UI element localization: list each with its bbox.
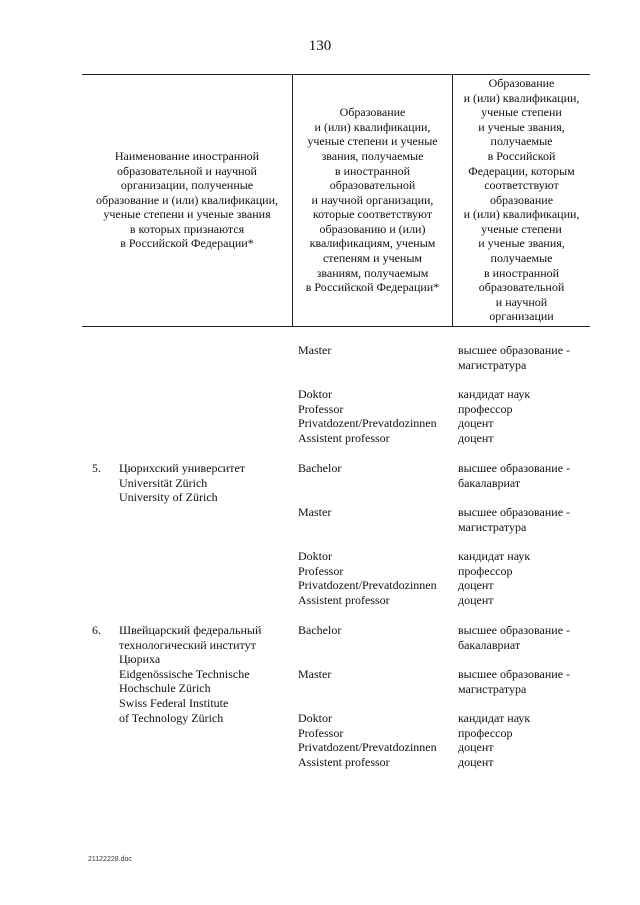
entry-5-number: 5. — [92, 461, 101, 475]
entry-6-bachelor-russian: высшее образование - бакалавриат — [458, 623, 571, 652]
document-filename: 21122228.doc — [88, 856, 132, 863]
header-bottom-rule — [82, 326, 590, 327]
continued-degrees-russian: кандидат наук профессор доцент доцент — [458, 387, 531, 445]
entry-5-degrees-russian: кандидат наук профессор доцент доцент — [458, 549, 531, 607]
continued-master-russian: высшее образование - магистратура — [458, 343, 571, 372]
entry-6-number: 6. — [92, 623, 101, 637]
entry-6-bachelor: Bachelor — [298, 623, 342, 637]
header-cell-foreign-qualification — [293, 74, 452, 326]
header-foreign-qualification-text: Образование и (или) квалификации, ученые степени и ученые звания, получаемые в иностранной образовательной и научной организации, которые соответствуют образованию и (или) квалификациям, ученым степеням и ученым званиям, получаемым в Российской Федерации* — [305, 105, 440, 295]
entry-5-bachelor-russian: высшее образование - бакалавриат — [458, 461, 571, 490]
continued-master: Master — [298, 343, 332, 357]
header-cell-organization — [82, 74, 292, 326]
entry-6-master-russian: высшее образование - магистратура — [458, 667, 571, 696]
entry-6-master: Master — [298, 667, 332, 681]
entry-5-master-russian: высшее образование - магистратура — [458, 505, 571, 534]
entry-5-name: Цюрихский университет Universität Zürich University of Zürich — [119, 461, 246, 505]
header-cell-russian-qualification — [453, 74, 590, 326]
page-number: 130 — [308, 38, 332, 54]
entry-6-name: Швейцарский федеральный технологический институт Цюриха Eidgenössische Technische Hochschule Zürich Swiss Federal Institute of Technology Zürich — [119, 623, 262, 725]
header-russian-qualification-text: Образование и (или) квалификации, ученые степени и ученые звания, получаемые в Российской Федерации, которым соответствуют образование и (или) квалификации, ученые степени и ученые звания, получаемые в иностранной образовательной и научной организации — [463, 75, 580, 324]
header-organization-text: Наименование иностранной образовательной и научной организации, полученные образование и (или) квалификации, ученые степени и ученые звания в которых признаются в Российской Федерации* — [96, 148, 278, 251]
entry-5-degrees: Doktor Professor Privatdozent/Prevatdozinnen Assistent professor — [298, 549, 437, 607]
entry-6-degrees-russian: кандидат наук профессор доцент доцент — [458, 711, 531, 769]
table-header — [82, 74, 590, 326]
continued-degrees: Doktor Professor Privatdozent/Prevatdozinnen Assistent professor — [298, 387, 437, 445]
entry-5-bachelor: Bachelor — [298, 461, 342, 475]
entry-6-degrees: Doktor Professor Privatdozent/Prevatdozinnen Assistent professor — [298, 711, 437, 769]
entry-5-master: Master — [298, 505, 332, 519]
